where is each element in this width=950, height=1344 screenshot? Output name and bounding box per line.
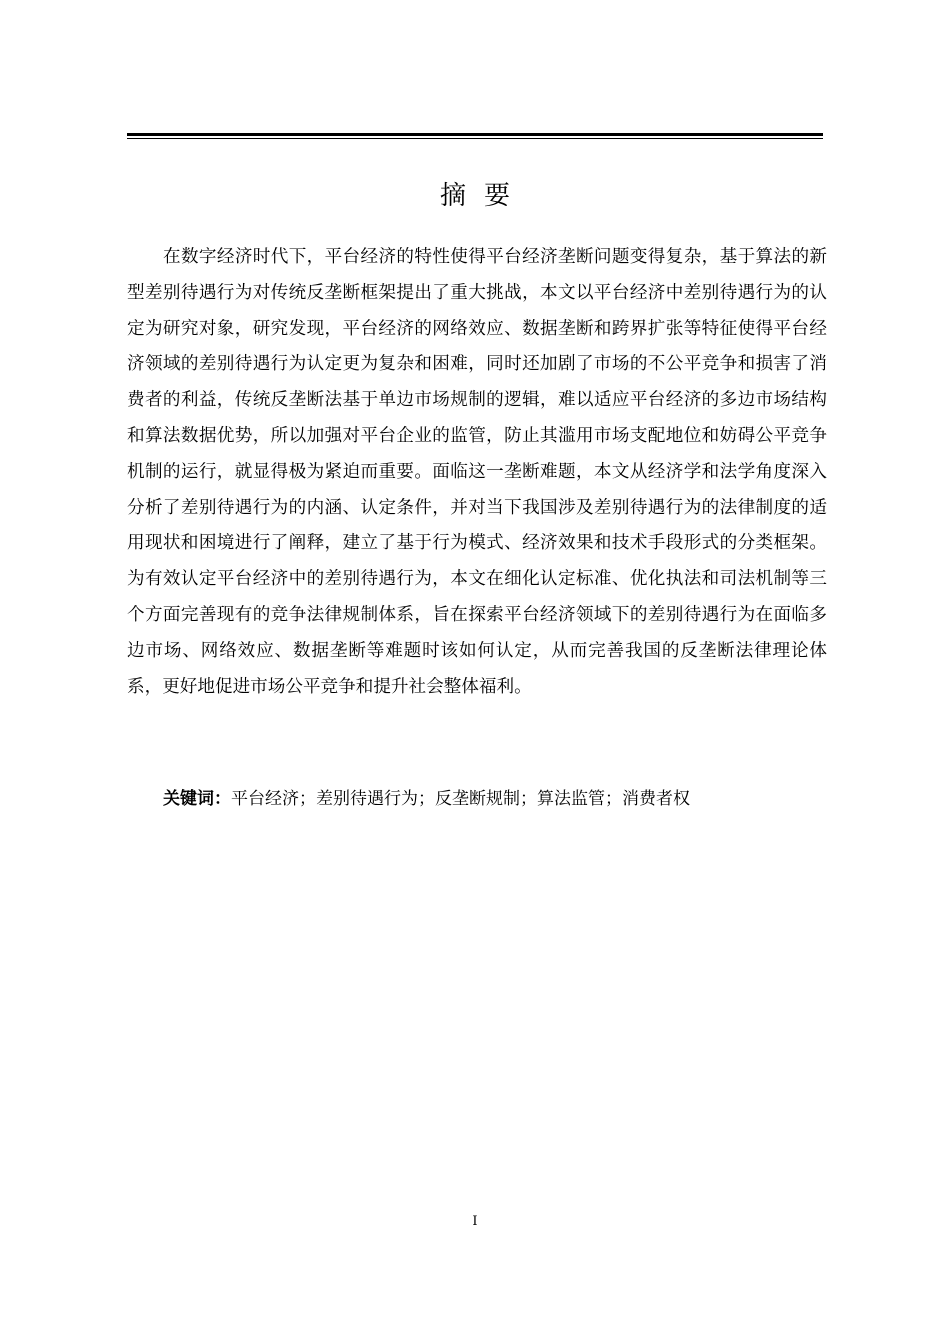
- header-rule-thick: [127, 133, 823, 136]
- abstract-body: 在数字经济时代下，平台经济的特性使得平台经济垄断问题变得复杂，基于算法的新型差别待遇行为对传统反垄断框架提出了重大挑战，本文以平台经济中差别待遇行为的认定为研究对象，研究发现，平台经济的网络效应、数据垄断和跨界扩张等特征使得平台经济领域的差别待遇行为认定更为复杂和困难，同时还加剧了市场的不公平竞争和损害了消费者的利益，传统反垄断法基于单边市场规制的逻辑，难以适应平台经济的多边市场结构和算法数据优势，所以加强对平台企业的监管，防止其滥用市场支配地位和妨碍公平竞争机制的运行，就显得极为紧迫而重要。面临这一垄断难题，本文从经济学和法学角度深入分析了差别待遇行为的内涵、认定条件，并对当下我国涉及差别待遇行为的法律制度的适用现状和困境进行了阐释，建立了基于行为模式、经济效果和技术手段形式的分类框架。为有效认定平台经济中的差别待遇行为，本文在细化认定标准、优化执法和司法机制等三个方面完善现有的竞争法律规制体系，旨在探索平台经济领域下的差别待遇行为在面临多边市场、网络效应、数据垄断等难题时该如何认定，从而完善我国的反垄断法律理论体系，更好地促进市场公平竞争和提升社会整体福利。: [127, 247, 827, 697]
- keywords-text: 平台经济；差别待遇行为；反垄断规制；算法监管；消费者权: [231, 789, 690, 809]
- abstract-title: 摘要: [439, 181, 528, 211]
- keywords-label: 关键词：: [163, 789, 231, 809]
- page-number: I: [472, 1214, 478, 1229]
- header-rule-thin: [127, 138, 823, 139]
- keywords-line: [163, 781, 843, 817]
